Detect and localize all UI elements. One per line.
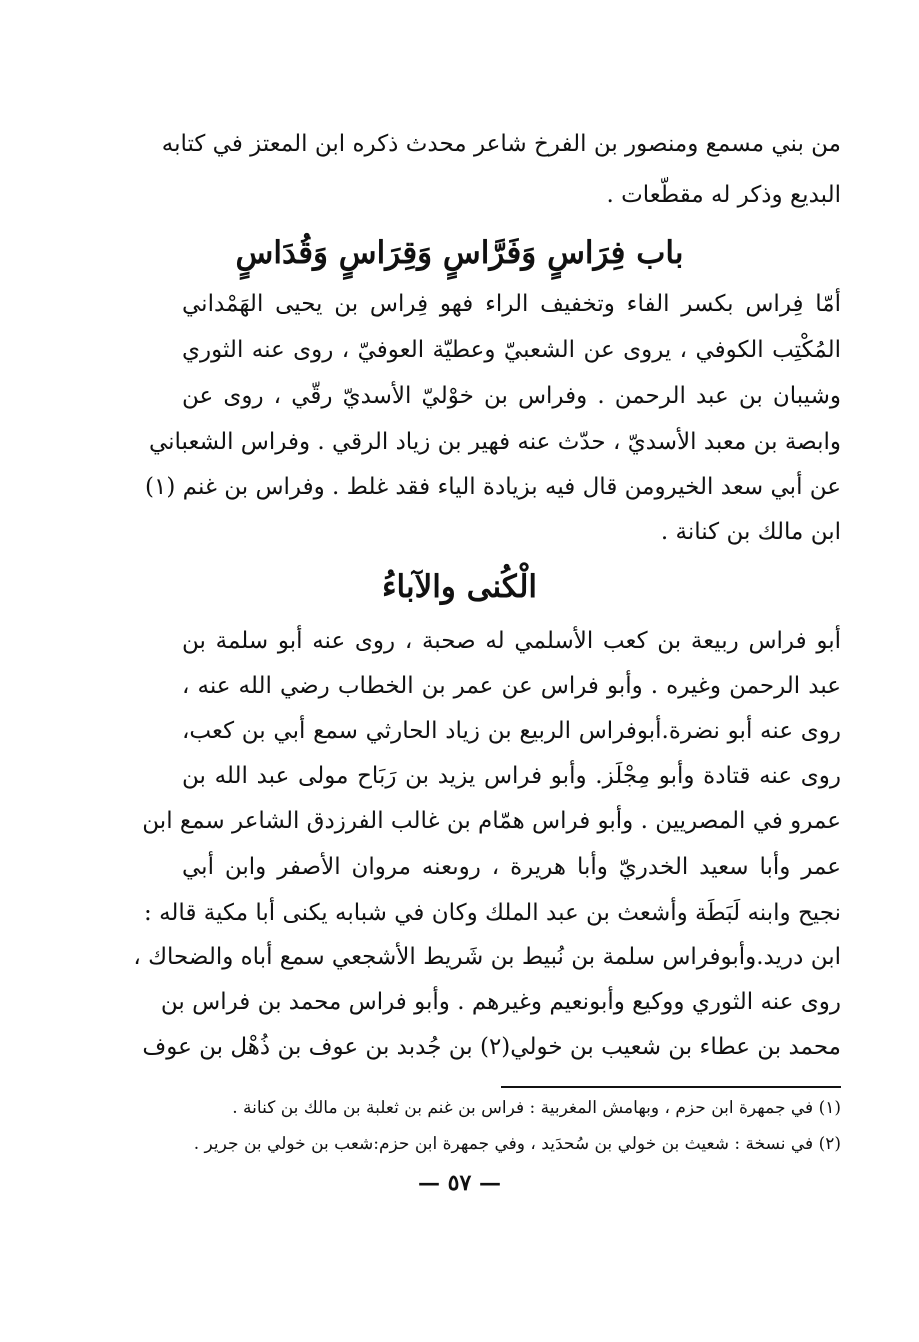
body-line: روى عنه قتادة وأبو مِجْلَز. وأبو فراس يزيد بن رَبَاح مولى عبد الله بن xyxy=(182,763,841,789)
body-line: عبد الرحمن وغيره . وأبو فراس عن عمر بن الخطاب رضي الله عنه ، xyxy=(182,673,841,699)
body-line: أبو فراس ربيعة بن كعب الأسلمي له صحبة ، روى عنه أبو سلمة بن xyxy=(182,628,841,654)
section-heading: الْكُنى والآباءُ xyxy=(381,569,538,605)
body-line: وابصة بن معبد الأسديّ ، حدّث عنه فهير بن زياد الرقي . وفراس الشعباني xyxy=(148,429,841,455)
body-line: ابن مالك بن كنانة . xyxy=(660,519,841,545)
body-line: روى عنه الثوري ووكيع وأبونعيم وغيرهم . وأبو فراس محمد بن فراس بن xyxy=(160,989,841,1015)
body-line: عمر وأبا سعيد الخدريّ وأبا هريرة ، روىعنه مروان الأصفر وابن أبي xyxy=(182,854,841,880)
body-line: عن أبي سعد الخيرومن قال فيه بزيادة الياء فقد غلط . وفراس بن غنم (١) xyxy=(145,474,841,500)
body-line: وشيبان بن عبد الرحمن . وفراس بن خوْليّ الأسديّ رقّي ، روى عن xyxy=(182,383,841,409)
body-line: نجيح وابنه لَبَطَة وأشعث بن عبد الملك وكان في شبابه يكنى أبا مكية قاله : xyxy=(144,900,841,926)
footnote-divider xyxy=(501,1086,841,1088)
body-line: من بني مسمع ومنصور بن الفرخ شاعر محدث ذكره ابن المعتز في كتابه xyxy=(161,131,841,157)
body-line: البديع وذكر له مقطّعات . xyxy=(606,182,841,208)
body-line: المُكْتِب الكوفي ، يروى عن الشعبيّ وعطيّة العوفيّ ، روى عنه الثوري xyxy=(182,337,841,363)
footnote: (٢) في نسخة : شعيث بن خولي بن سُحدَيد ، وفي جمهرة ابن حزم:شعب بن خولي بن جرير . xyxy=(193,1134,841,1154)
body-line: أمّا فِراس بكسر الفاء وتخفيف الراء فهو فِراس بن يحيى الهَمْداني xyxy=(182,291,841,317)
body-line: عمرو في المصريين . وأبو فراس همّام بن غالب الفرزدق الشاعر سمع ابن xyxy=(142,808,841,834)
body-line: روى عنه أبو نضرة.أبوفراس الربيع بن زياد الحارثي سمع أبي بن كعب، xyxy=(182,718,841,744)
section-heading: باب فِرَاسٍ وَفَرَّاسٍ وَقِرَاسٍ وَقُدَاسٍ xyxy=(235,235,684,271)
page-number: — ٥٧ — xyxy=(418,1170,501,1196)
body-line: ابن دريد.وأبوفراس سلمة بن نُبيط بن شَريط الأشجعي سمع أباه والضحاك ، xyxy=(133,944,841,970)
body-line: محمد بن عطاء بن شعيب بن خولي(٢) بن جُدبد بن عوف بن ذُهْل بن عوف xyxy=(142,1034,841,1060)
footnote: (١) في جمهرة ابن حزم ، وبهامش المغربية : فراس بن غنم بن ثعلبة بن مالك بن كنانة . xyxy=(232,1098,841,1118)
